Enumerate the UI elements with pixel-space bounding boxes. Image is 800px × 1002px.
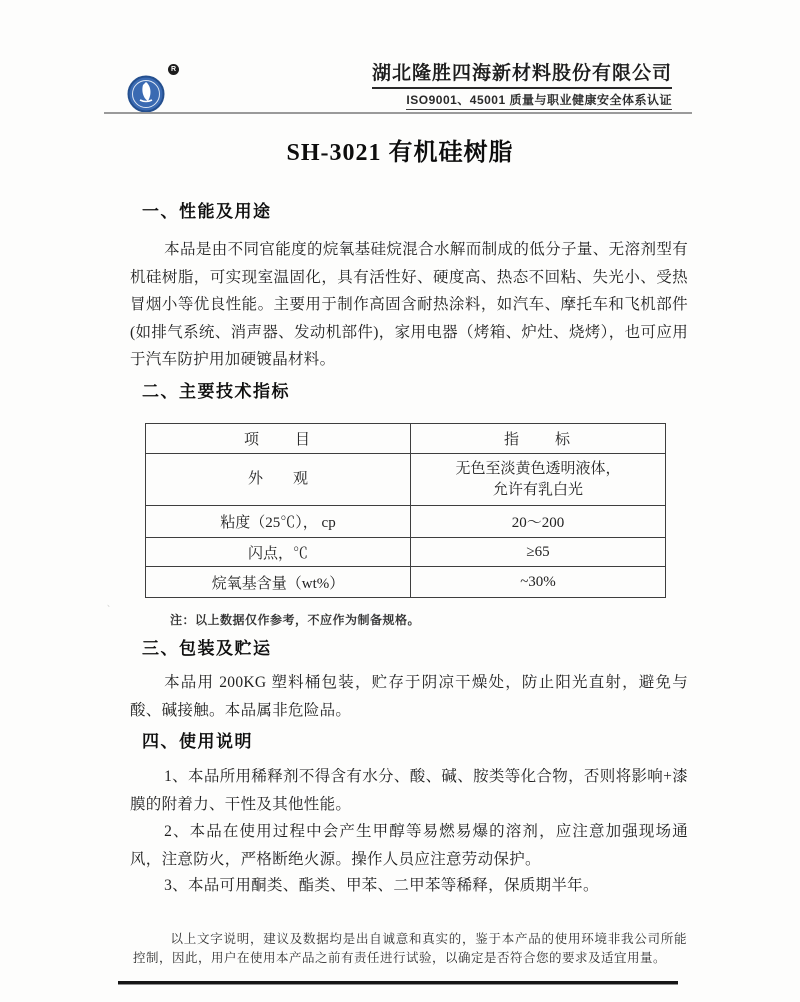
certification-line: ISO9001、45001 质量与职业健康安全体系认证 <box>406 92 672 110</box>
registered-trademark-icon: R <box>168 64 179 75</box>
logo-emblem-icon <box>127 72 167 114</box>
section-heading-performance: 一、性能及用途 <box>142 202 272 221</box>
packaging-paragraph: 本品用 200KG 塑料桶包装，贮存于阴凉干燥处，防止阳光直射，避免与酸、碱接触。本品属非危险品。 <box>130 674 688 719</box>
company-name: 湖北隆胜四海新材料股份有限公司 <box>372 62 672 89</box>
appearance-label: 外 观 <box>146 454 411 506</box>
header-divider <box>104 112 692 114</box>
table-header-item: 项 目 <box>146 424 411 454</box>
table-row-alkoxy-content <box>146 567 666 598</box>
table-row-flashpoint <box>146 538 666 567</box>
alkoxy-label: 烷氧基含量（wt%） <box>146 567 411 598</box>
footer-divider <box>118 981 678 984</box>
usage-item-2: 2、本品在使用过程中会产生甲醇等易燃易爆的溶剂，应注意加强现场通风，注意防火，严格断绝火源。操作人员应注意劳动保护。 <box>130 823 688 868</box>
alkoxy-value: ~30% <box>411 567 666 598</box>
table-row-appearance <box>146 454 666 506</box>
appearance-value <box>411 454 666 506</box>
table-note: 注：以上数据仅作参考，不应作为制备规格。 <box>170 613 421 627</box>
header-text-block <box>372 62 672 110</box>
document-title: SH-3021 有机硅树脂 <box>286 140 514 166</box>
table-row-viscosity <box>146 506 666 538</box>
flashpoint-label: 闪点，℃ <box>146 538 411 567</box>
scan-artifact: ﹑ <box>103 597 114 609</box>
spec-table <box>145 423 666 598</box>
company-logo <box>127 66 179 116</box>
viscosity-value: 20～200 <box>411 506 666 538</box>
viscosity-label: 粘度（25℃）， cp <box>146 506 411 538</box>
section-heading-specs: 二、主要技术指标 <box>142 382 290 401</box>
section-heading-usage: 四、使用说明 <box>142 732 253 751</box>
section-heading-packaging: 三、包装及贮运 <box>142 639 272 658</box>
table-header-spec: 指 标 <box>411 424 666 454</box>
usage-item-1: 1、本品所用稀释剂不得含有水分、酸、碱、胺类等化合物，否则将影响+漆膜的附着力、干性及其他性能。 <box>130 768 688 813</box>
table-header-row <box>146 424 666 454</box>
footer-disclaimer: 以上文字说明，建议及数据均是出自诚意和真实的，鉴于本产品的使用环境非我公司所能控制，因此，用户在使用本产品之前有责任进行试验，以确定是否符合您的要求及适宜用量。 <box>133 932 687 965</box>
usage-item-3: 3、本品可用酮类、酯类、甲苯、二甲苯等稀释，保质期半年。 <box>164 877 599 894</box>
performance-paragraph: 本品是由不同官能度的烷氧基硅烷混合水解而制成的低分子量、无溶剂型有机硅树脂，可实现室温固化，具有活性好、硬度高、热态不回粘、失光小、受热冒烟小等优良性能。主要用于制作高固含耐热涂料，如汽车、摩托车和飞机部件(如排气系统、消声器、发动机部件)，家用电器（烤箱、炉灶、烧烤），也可应用于汽车防护用加硬镀晶材料。 <box>130 241 688 368</box>
appearance-value-line1: 无色至淡黄色透明液体， <box>455 460 621 477</box>
flashpoint-value: ≥65 <box>411 538 666 567</box>
appearance-value-line2: 允许有乳白光 <box>492 481 583 498</box>
